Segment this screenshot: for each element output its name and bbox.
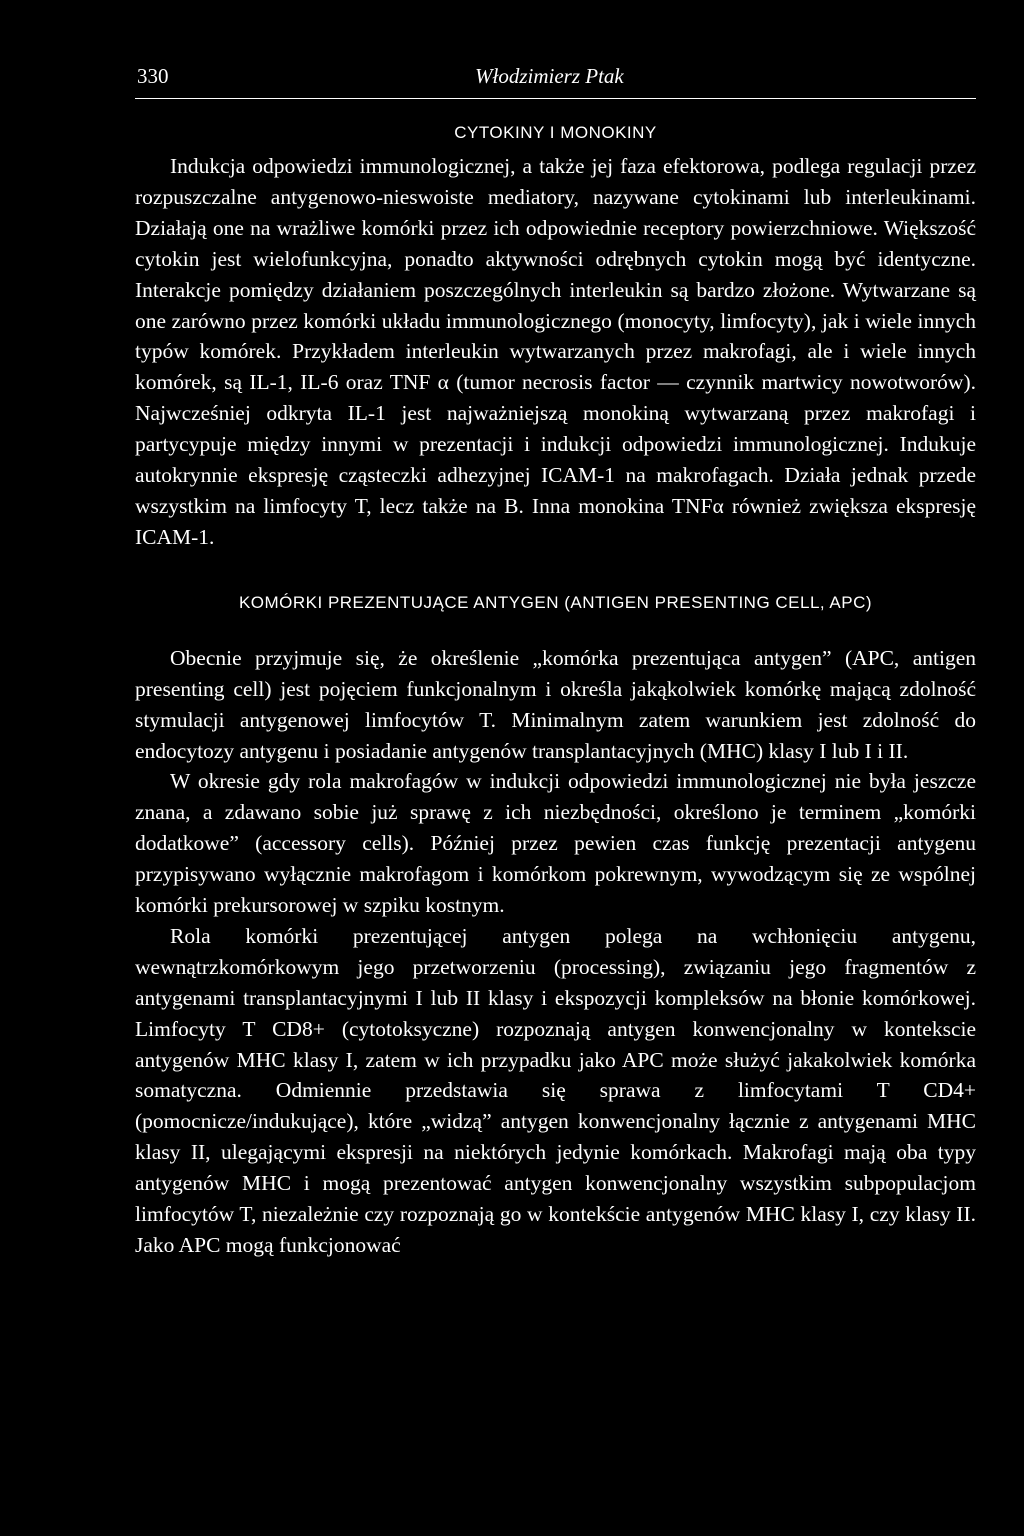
paragraph-apc-role: Rola komórki prezentującej antygen polega na wchłonięciu antygenu, wewnątrzkomórkowym jego przetworzeniu (processing), związaniu jego fragmentów z antygenami transplantacyjnymi I lub II klasy i ekspozycji kompleksów na błonie komórkowej. Limfocyty T CD8+ (cytotoksyczne) rozpoznają antygen konwencjonalny w kontekscie antygenów MHC klasy I, zatem w ich przypadku jako APC może służyć jakakolwiek komórka somatyczna. Odmiennie przedstawia się sprawa z limfocytami T CD4+ (pomocnicze/indukujące), które „widzą” antygen konwencjonalny łącznie z antygenami MHC klasy II, ulegającymi ekspresji na niektórych jedynie komórkach. Makrofagi mają oba typy antygenów MHC i mogą prezentować antygen konwencjonalny wszystkim subpopulacjom limfocytów T, niezależnie czy rozpoznają go w kontekście antygenów MHC klasy I, czy klasy II. Jako APC mogą funkcjonować <box>135 923 976 1257</box>
paragraph-cytokiny: Indukcja odpowiedzi immunologicznej, a także jej faza efektorowa, podlega regulacji przez rozpuszczalne antygenowo-nieswoiste mediatory, nazywane cytokinami lub interleukinami. Działają one na wrażliwe komórki przez ich odpowiednie receptory powierzchniowe. Większość cytokin jest wielofunkcyjna, ponadto aktywności odrębnych cytokin mogą być identyczne. Interakcje pomiędzy działaniem poszczególnych interleukin są bardzo złożone. Wytwarzane są one zarówno przez komórki układu immunologicznego (monocyty, limfocyty), jak i wiele innych typów komórek. Przykładem interleukin wytwarzanych przez makrofagi, ale i wiele innych komórek, są IL-1, IL-6 oraz TNF α (tumor necrosis factor — czynnik martwicy nowotworów). Najwcześniej odkryta IL-1 jest najważniejszą monokiną wytwarzaną przez makrofagi i partycypuje między innymi w prezentacji i indukcji odpowiedzi immunologicznej. Indukuje autokrynnie ekspresję cząsteczki adhezyjnej ICAM-1 na makrofagach. Działa jednak przede wszystkim na limfocyty T, lecz także na B. Inna monokina TNFα również zwiększa ekspresję ICAM-1. <box>135 154 976 549</box>
section-heading-apc: KOMÓRKI PREZENTUJĄCE ANTYGEN (ANTIGEN PRESENTING CELL, APC) <box>238 592 873 612</box>
running-head-author: Włodzimierz Ptak <box>475 64 624 88</box>
paragraph-apc-definition: Obecnie przyjmuje się, że określenie „komórka prezentująca antygen” (APC, antigen presenting cell) jest pojęciem funkcjonalnym i określa jakąkolwiek komórkę mającą zdolność stymulacji antygenowej limfocytów T. Minimalnym zatem warunkiem jest zdolność do endocytozy antygenu i posiadanie antygenów transplantacyjnych (MHC) klasy I lub I i II. <box>135 645 976 763</box>
section-heading-cytokiny: CYTOKINY I MONOKINY <box>454 123 657 142</box>
header-rule <box>135 98 976 99</box>
running-head <box>135 64 976 98</box>
paragraph-apc-history: W okresie gdy rola makrofagów w indukcji odpowiedzi immunologicznej nie była jeszcze znana, a zdawano sobie już sprawę z ich niezbędności, określono je terminem „komórki dodatkowe” (accessory cells). Później przez pewien czas funkcję prezentacji antygenu przypisywano wyłącznie makrofagom i komórkom pokrewnym, wywodzącym się ze wspólnej komórki prekursorowej w szpiku kostnym. <box>135 769 976 918</box>
page-number: 330 <box>137 64 169 88</box>
